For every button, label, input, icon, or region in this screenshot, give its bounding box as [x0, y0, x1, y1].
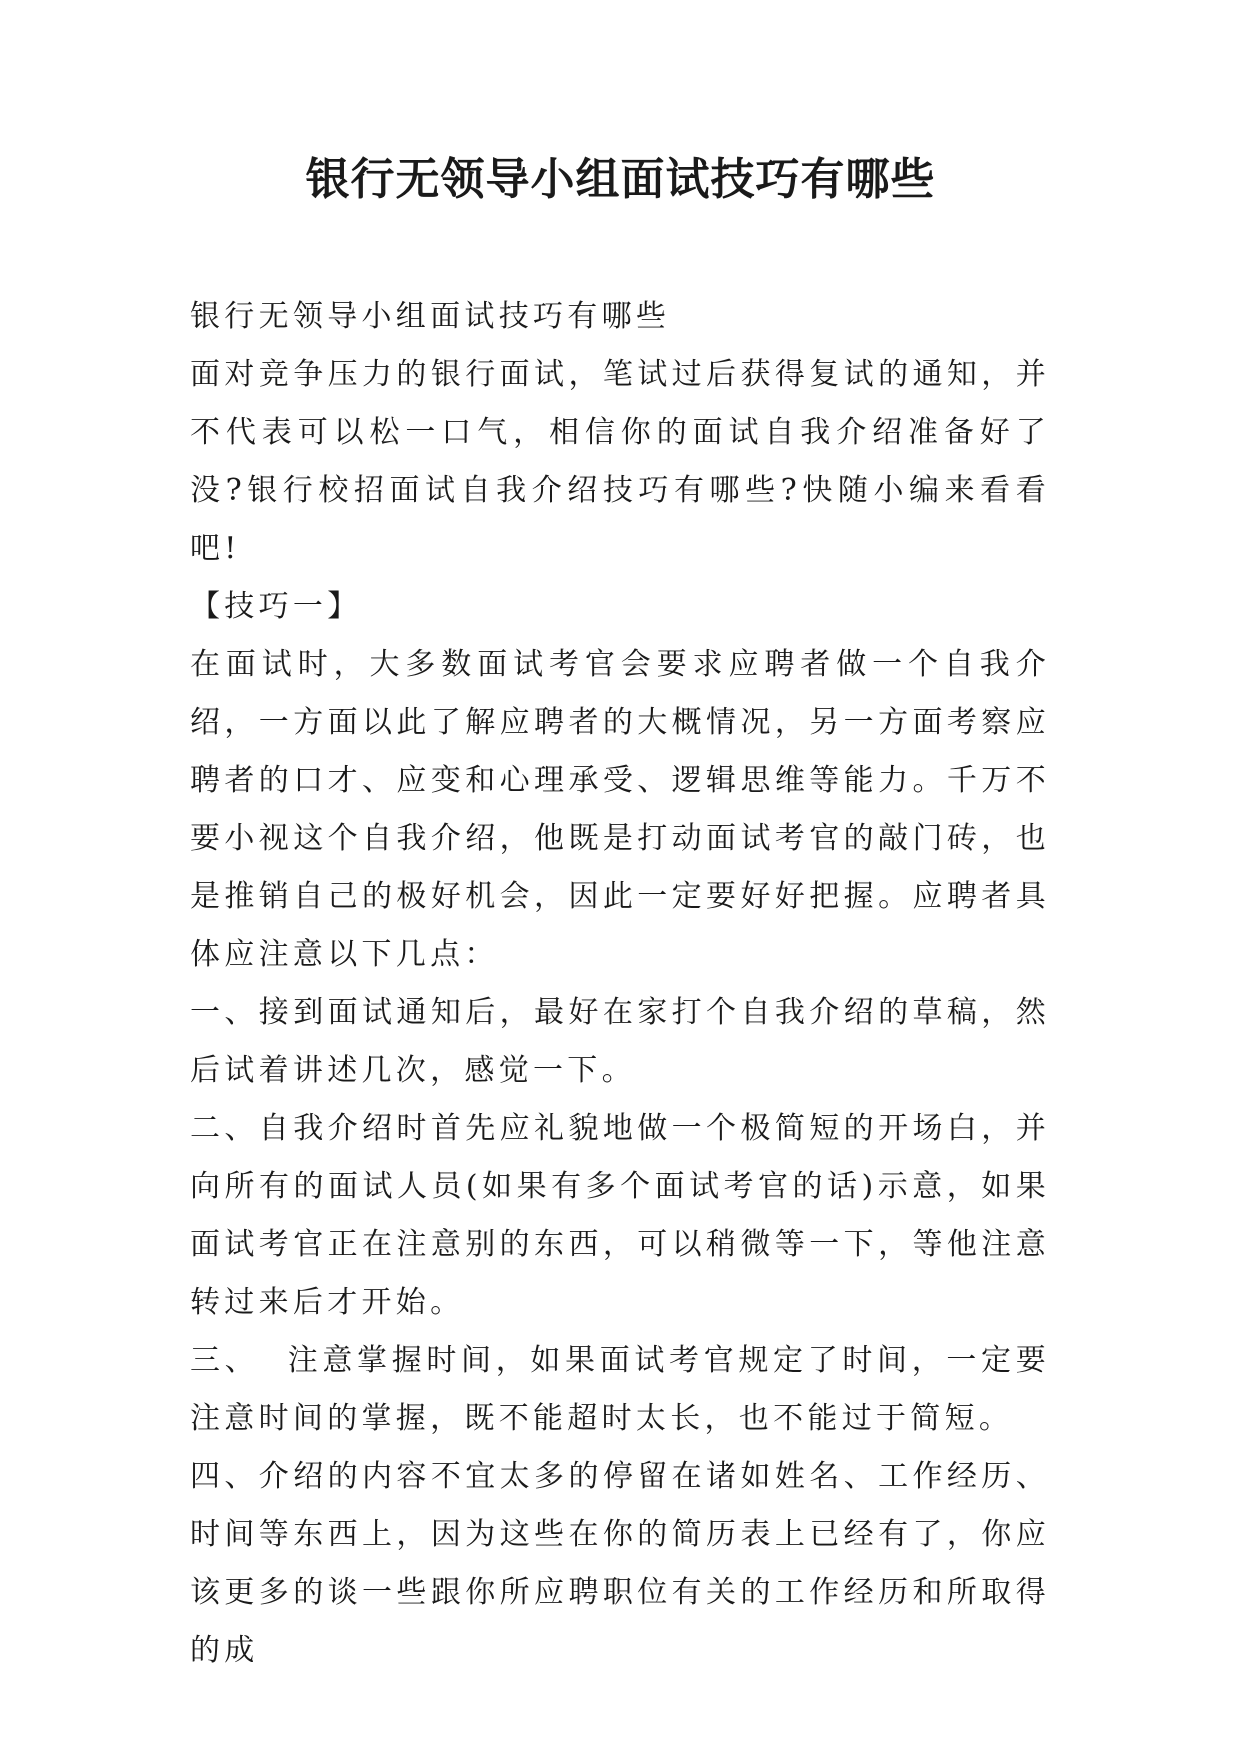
- list-item-four: 四、介绍的内容不宜太多的停留在诸如姓名、工作经历、时间等东西上，因为这些在你的简历表上已经有了，你应该更多的谈一些跟你所应聘职位有关的工作经历和所取得的成: [190, 1459, 1050, 1668]
- document-body: [190, 288, 1050, 1680]
- list-item-two: 二、自我介绍时首先应礼貌地做一个极简短的开场白，并向所有的面试人员(如果有多个面试考官的话)示意，如果面试考官正在注意别的东西，可以稍微等一下，等他注意转过来后才开始。: [190, 1111, 1050, 1320]
- paragraph-tip-one: 在面试时，大多数面试考官会要求应聘者做一个自我介绍，一方面以此了解应聘者的大概情况，另一方面考察应聘者的口才、应变和心理承受、逻辑思维等能力。千万不要小视这个自我介绍，他既是打动面试考官的敲门砖，也是推销自己的极好机会，因此一定要好好把握。应聘者具体应注意以下几点：: [190, 647, 1050, 972]
- document-title: 银行无领导小组面试技巧有哪些: [305, 154, 936, 205]
- list-item-one: 一、接到面试通知后，最好在家打个自我介绍的草稿，然后试着讲述几次，感觉一下。: [190, 995, 1050, 1088]
- paragraph-intro: 面对竞争压力的银行面试，笔试过后获得复试的通知，并不代表可以松一口气，相信你的面试自我介绍准备好了没?银行校招面试自我介绍技巧有哪些?快随小编来看看吧!: [190, 357, 1050, 566]
- section-heading-tip-one: 【技巧一】: [190, 589, 362, 624]
- paragraph-subtitle: 银行无领导小组面试技巧有哪些: [190, 299, 671, 334]
- list-item-three: 三、 注意掌握时间，如果面试考官规定了时间，一定要注意时间的掌握，既不能超时太长，也不能过于简短。: [190, 1343, 1050, 1436]
